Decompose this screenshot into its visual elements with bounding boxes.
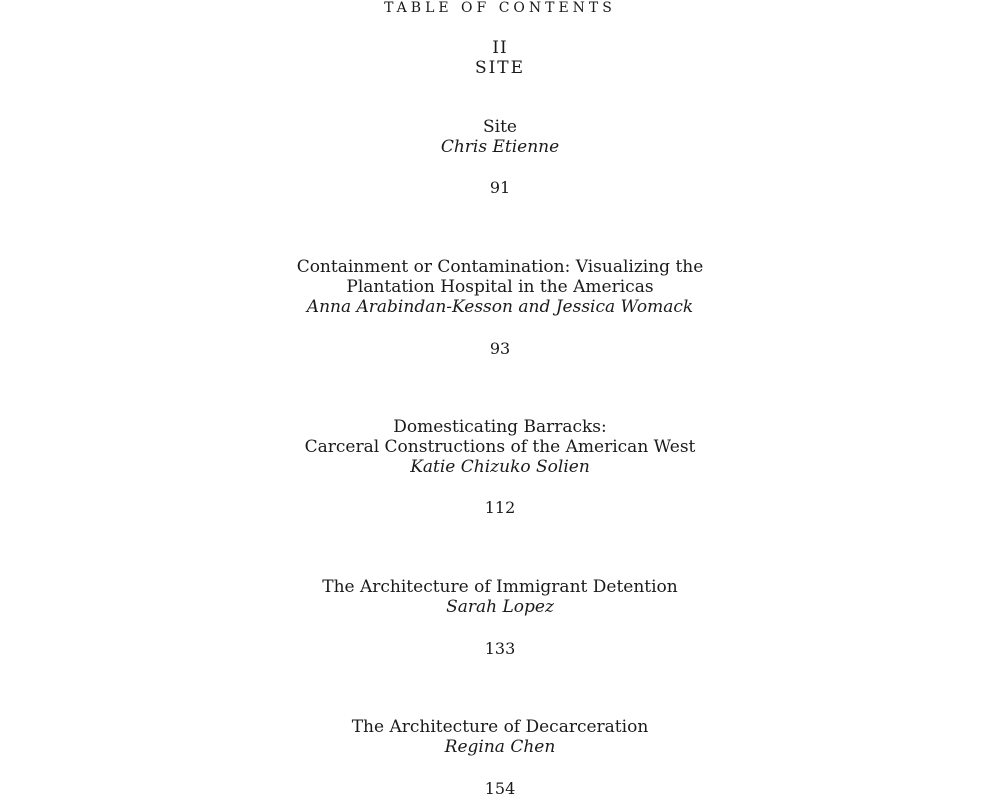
entry-author: Sarah Lopez (446, 597, 554, 617)
part-title: SITE (474, 58, 526, 78)
entry-page-number[interactable]: 91 (489, 178, 511, 197)
entry-title: The Architecture of Immigrant Detention (322, 577, 678, 597)
part-number: II (492, 38, 508, 58)
toc-entry-containment[interactable] (0, 257, 1000, 317)
toc-entry-immigrant-detention[interactable] (0, 577, 1000, 617)
entry-page-number[interactable]: 112 (484, 498, 516, 517)
entry-author: Katie Chizuko Solien (410, 457, 590, 477)
entry-author: Regina Chen (444, 737, 556, 757)
toc-entry-site[interactable] (0, 117, 1000, 157)
entry-page-number[interactable]: 154 (484, 779, 516, 798)
entry-title: Carceral Constructions of the American West (304, 437, 696, 457)
entry-title: Containment or Contamination: Visualizing the (296, 257, 704, 277)
entry-title: Plantation Hospital in the Americas (346, 277, 654, 297)
entry-author: Anna Arabindan-Kesson and Jessica Womack (306, 297, 694, 317)
toc-entry-barracks[interactable] (0, 417, 1000, 477)
entry-author: Chris Etienne (440, 137, 560, 157)
entry-title: Site (483, 117, 517, 137)
entry-title: Domesticating Barracks: (393, 417, 607, 437)
entry-page-number[interactable]: 93 (489, 339, 511, 358)
entry-title: The Architecture of Decarceration (351, 717, 649, 737)
entry-page-number[interactable]: 133 (484, 639, 516, 658)
toc-header: TABLE OF CONTENTS (384, 0, 616, 16)
toc-entry-decarceration[interactable] (0, 717, 1000, 757)
